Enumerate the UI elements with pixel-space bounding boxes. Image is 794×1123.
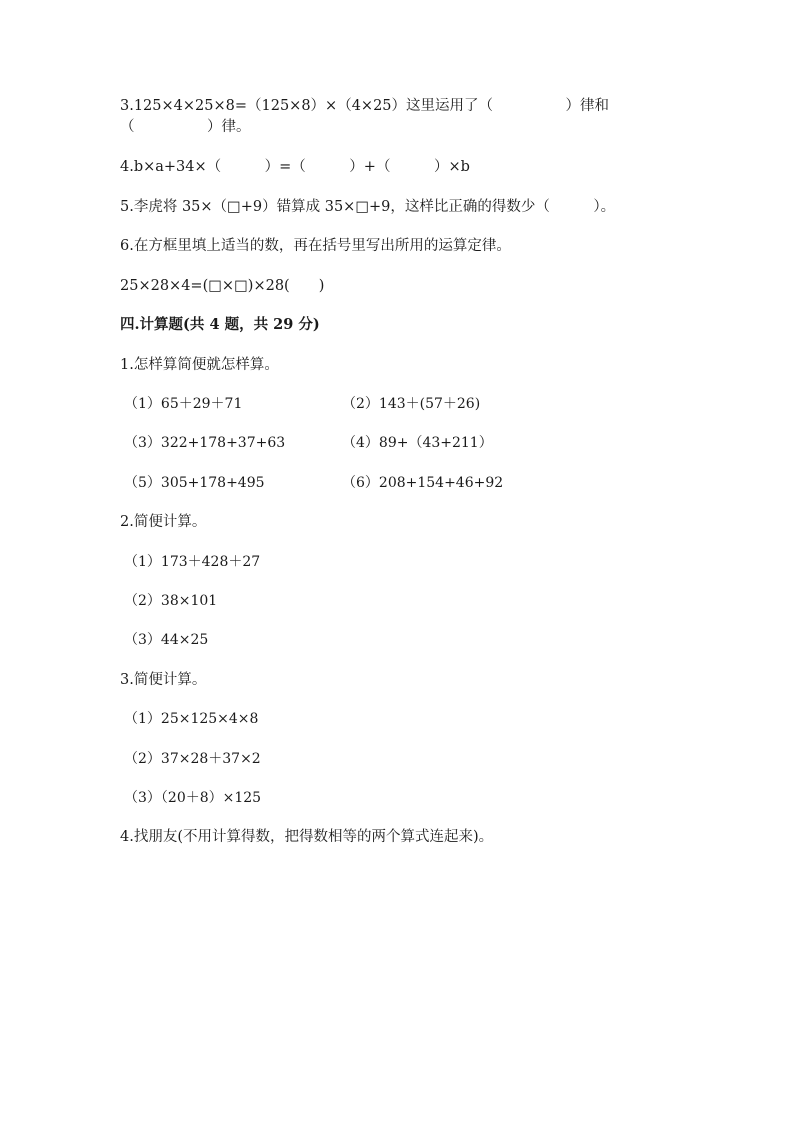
question-6-expression: 25×28×4=(□×□)×28( ) [120, 278, 325, 294]
calc-q3-item-1: （1）25×125×4×8 [124, 711, 259, 727]
calc-question-3-title: 3.简便计算。 [120, 672, 207, 688]
calc-q1-item-2: （2）143＋(57＋26) [342, 396, 481, 412]
calc-question-1-title: 1.怎样算简便就怎样算。 [120, 357, 279, 373]
calc-q3-item-2: （2）37×28＋37×2 [124, 751, 261, 767]
calc-question-2-title: 2.简便计算。 [120, 514, 207, 530]
calc-q2-item-1: （1）173＋428＋27 [124, 554, 261, 570]
question-3-line-2: （ ）律。 [120, 119, 251, 135]
question-6: 6.在方框里填上适当的数，再在括号里写出所用的运算定律。 [120, 238, 511, 254]
section-4-heading: 四.计算题(共 4 题，共 29 分) [120, 316, 320, 333]
calc-question-4-title: 4.找朋友(不用计算得数，把得数相等的两个算式连起来)。 [120, 829, 494, 845]
calc-q2-item-2: （2）38×101 [124, 593, 218, 609]
question-4: 4.b×a+34×（ ）=（ ）+（ ）×b [120, 159, 470, 175]
calc-q1-item-4: （4）89+（43+211） [342, 435, 493, 451]
calc-q1-item-6: （6）208+154+46+92 [342, 475, 504, 491]
calc-q1-item-1: （1）65＋29＋71 [124, 396, 243, 412]
calc-q3-item-3: （3）（20＋8）×125 [124, 790, 262, 806]
calc-q2-item-3: （3）44×25 [124, 632, 209, 648]
question-3-line-1: 3.125×4×25×8=（125×8）×（4×25）这里运用了（ ）律和 [120, 98, 610, 114]
calc-q1-item-5: （5）305+178+495 [124, 475, 265, 491]
question-5: 5.李虎将 35×（□+9）错算成 35×□+9，这样比正确的得数少（ ）。 [120, 199, 616, 215]
calc-q1-item-3: （3）322+178+37+63 [124, 435, 286, 451]
